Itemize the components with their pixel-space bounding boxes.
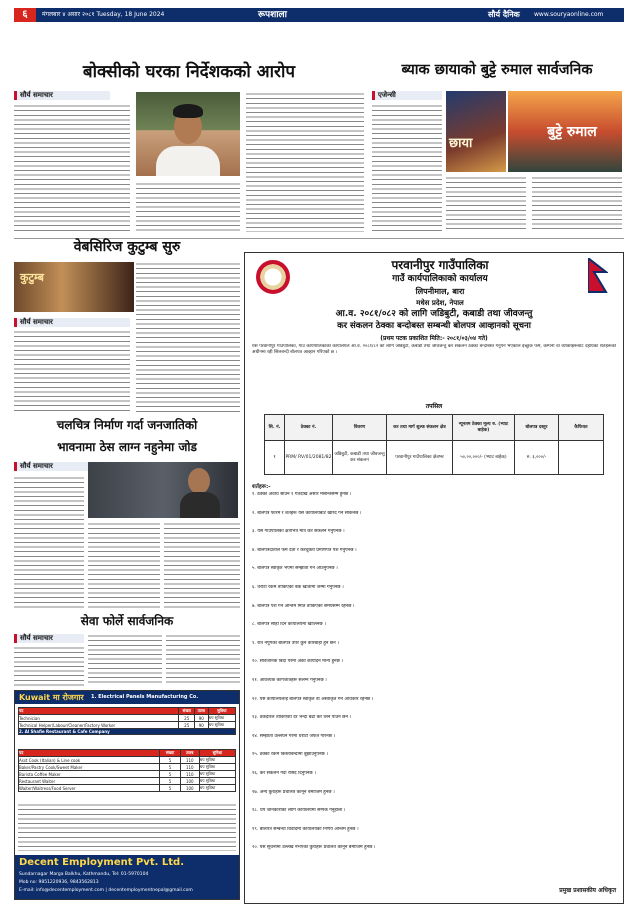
article-4-text-col3 [164, 522, 240, 610]
article-4-text-col1 [14, 476, 84, 610]
ad-company-line: 1. Electrical Panels Manufacturing Co. [91, 694, 199, 700]
condition-item: ३. यस गाउँपालिका क्षेत्रभित्र मात्र कर संकलन गर्नुपर्नेछ । [252, 529, 345, 535]
notice-table [264, 414, 604, 475]
portrait-shirt [156, 146, 220, 176]
table-header-cell: पद [19, 750, 160, 757]
ad-table-1-header [19, 708, 236, 715]
condition-item: १९. बोलपत्र सम्बन्धी विवादमा कार्यालयको निर्णय अन्तिम हुनेछ । [252, 826, 359, 832]
notice-title-1: आ.व. २०८१/०८२ को लागि जडिबुटी, कबाडी तथा जीवजन्तु [335, 309, 533, 319]
condition-item: १०. सार्वजनिक बिदा परेमा अर्को कार्यदिन मान्य हुनेछ । [252, 659, 344, 665]
condition-item: २०. यस सूचनामा उल्लेख नभएका कुराहरू प्रचलित कानून बमोजिम हुनेछ । [252, 845, 376, 851]
poster-2-title: बुट्टे रुमाल [547, 124, 597, 140]
article-1-headline: बोक्सीको घरका निर्देशकको आरोप [82, 62, 296, 82]
notice-intro: यस परवानीपुर गाउँपालिका, गाउँ कार्यपालिकाको कार्यालयले आ.व. २०८१/८२ को लागि जडिबुटी, कबाडी तथा जीवजन्तु कर संकलन ठेक्का बन्दोबस्त गर्नुपर्ने भएकोले इच्छुक फर्म, कम्पनी वा व्यक्तिहरूबाट देहायका शर्तहरूको अधीनमा रही सिलबन्दी बोलपत्र आव्हान गरिएको छ । [252, 344, 616, 355]
ad-title: Kuwait मा रोजगार [19, 693, 84, 702]
ad-footer-email: E-mail: info@decentemployment.com | decentemploymentnepal@gmail.com [19, 888, 193, 893]
notice-office: गाउँ कार्यपालिकाको कार्यालय [392, 274, 488, 284]
article-5-text-col2 [88, 634, 162, 686]
table-row: Asst Cook (Italian) & Line cook 5 110 थप सुविधा [19, 757, 236, 764]
article-1-text-col2 [136, 182, 240, 232]
table-header-cell: तलब [180, 750, 199, 757]
notice-table-label: तपसिल [425, 403, 443, 410]
article-2-headline: ब्याक छायाको बुट्टे रुमाल सार्वजनिक [401, 62, 593, 78]
article-4-byline: सौर्य समाचार [14, 462, 102, 471]
condition-item: ११. आवश्यक कागजातहरू संलग्न गर्नुपर्नेछ । [252, 677, 327, 683]
article-1-photo [136, 92, 240, 176]
table-row: Baker/Pastry Cook/Sweet Maker 5 110 थप सुविधा [19, 764, 236, 771]
portrait-hair [173, 104, 203, 118]
table-row: Waiter/Waitress/Food Server 5 100 थप सुविधा [19, 785, 236, 792]
ad-footer [15, 855, 239, 899]
condition-item: ५. बोलपत्र स्वीकृत भएमा सम्झौता गर्न आउनुपर्नेछ । [252, 566, 338, 572]
header-website: www.souryaonline.com [534, 11, 604, 18]
notice-province: मधेस प्रदेश, नेपाल [416, 299, 464, 307]
table-row: Barista Coffee Maker 5 110 थप सुविधा [19, 771, 236, 778]
condition-item: १६. कर संकलन गर्दा रसिद दिनुपर्नेछ । [252, 770, 316, 776]
table-header-cell: न्यूनतम ठेक्का मूल्य रु. (भ्याट बाहेक) [453, 415, 515, 441]
article-2-text-a [372, 104, 442, 232]
article-2-text-b [446, 176, 526, 232]
article-2-byline: एजेन्सी [372, 91, 442, 100]
condition-item: १. ठेक्का अवधि साउन १ गतेदेखि असार मसान्तसम्म हुनेछ । [252, 492, 352, 497]
notice-org: परवानीपुर गाउँपालिका [391, 258, 489, 272]
page-number-box: ६ [14, 8, 36, 22]
table-header-cell: ठेक्का नं. [285, 415, 333, 441]
article-2-poster-1 [446, 91, 506, 172]
article-5-text-col3 [166, 634, 240, 686]
notice-subtitle: (प्रथम पटक प्रकाशित मिति:- २०८१/०३/०४ गते) [380, 335, 488, 342]
table-header-cell: संख्या [160, 750, 181, 757]
article-5-text-col1 [14, 646, 84, 686]
condition-item: १८. थप जानकारीका लागि कार्यालयमा सम्पर्क गर्नुहोला । [252, 808, 346, 814]
notice-signatory: प्रमुख प्रशासकीय अधिकृत [559, 887, 616, 894]
table-header-cell: कैफियत [559, 415, 604, 441]
table-header-cell: तलब [194, 708, 208, 715]
condition-item: ६. धरौटी रकम तोकिएको बैंक खातामा जम्मा गर्नुपर्नेछ । [252, 584, 344, 590]
article-3-byline: सौर्य समाचार [14, 318, 130, 327]
condition-item: १३. ठेकेदारले तोकिएको दर भन्दा बढी कर लिन पाउने छैन । [252, 715, 352, 721]
table-header-cell: सुविधा [199, 750, 235, 757]
table-header-cell: संख्या [179, 708, 195, 715]
notice-table-header [265, 415, 604, 441]
table-row: 2. Al Shafie Restaurant & Cafe Company [19, 729, 236, 735]
condition-item: ७. बोलपत्र पेश गर्ने अन्तिम मिति तोकिएको समयसम्म रहनेछ । [252, 603, 355, 609]
article-4-photo [88, 462, 238, 518]
header-brand: सौर्य दैनिक [488, 10, 520, 19]
article-4-headline-line1: चलचित्र निर्माण गर्दा जनजातिको [56, 418, 198, 432]
notice-flag-right [588, 258, 608, 294]
notice-place: लिपनीमाल, बारा [415, 287, 465, 296]
article-1-text-col1 [14, 104, 130, 232]
table-row: Restaurant Waiter 5 100 थप सुविधा [19, 778, 236, 785]
article-5-byline: सौर्य समाचार [14, 634, 84, 643]
condition-item: ९. रीत नपुगेका बोलपत्र उपर कुनै कारबाही हुने छैन । [252, 640, 339, 646]
condition-item: २. बोलपत्र फारम र शर्तहरू यस कार्यालयबाट खरिद गर्न सकिनेछ । [252, 510, 362, 516]
ad-fine-print [18, 803, 236, 851]
notice-logo-left [256, 260, 290, 294]
article-2-poster-2 [508, 91, 622, 172]
table-header-cell: पद [19, 708, 179, 715]
table-header-cell: विवरण [333, 415, 387, 441]
article-3-text-col1 [14, 330, 130, 414]
header-date: मंगलबार ४ असार २०८१ Tuesday, 18 June 2024 [42, 11, 165, 18]
table-header-cell: बोलपत्र दस्तुर [515, 415, 559, 441]
article-4-face [188, 468, 210, 494]
article-3-text-col2 [136, 262, 240, 414]
ad-footer-address: Sundarnagar Marga Balkhu, Kathmandu, Tel: 01-5970104 [19, 872, 149, 877]
article-5-headline: सेवा फोर्ले सार्वजनिक [80, 614, 174, 628]
condition-item: १५. ठेक्का रकम किस्ताबन्दीमा बुझाउनुपर्नेछ । [252, 752, 328, 758]
poster-1-title: छाया [449, 136, 473, 151]
header-section: रूपशाला [258, 10, 287, 20]
ad-footer-company: Decent Employment Pvt. Ltd. [19, 857, 184, 868]
article-1-text-col3 [246, 92, 364, 232]
notice-conditions [252, 492, 616, 864]
article-4-headline-line2: भावनामा ठेस लाग्न नहुनेमा जोड [57, 440, 197, 454]
ad-table-2-header [19, 750, 236, 757]
table-header-cell: सि. नं. [265, 415, 285, 441]
notice-title-2: कर संकलन ठेक्का बन्दोबस्त सम्बन्धी बोलपत्र आव्हानको सूचना [337, 321, 531, 331]
condition-item: १७. अन्य कुराहरू प्रचलित कानून बमोजिम हुनेछ । [252, 789, 335, 795]
job-ad [14, 690, 240, 900]
condition-item: १२. यस कार्यालयलाई बोलपत्र स्वीकृत वा अस्वीकृत गर्ने अधिकार रहनेछ । [252, 696, 374, 702]
article-3-poster [14, 262, 134, 312]
table-row: Technician 25 90 थप सुविधा [19, 715, 236, 722]
table-row: Technical Helper/Labour/Cleaner/Factory Worker 25 90 थप सुविधा [19, 722, 236, 729]
article-2-text-c [532, 176, 622, 232]
ad-table-2 [18, 749, 236, 792]
article-3-headline: वेबसिरिज कुटुम्ब सुरु [73, 239, 181, 255]
condition-item: ८. बोलपत्र सोही दिन कार्यालयमा खोलिनेछ । [252, 622, 326, 628]
table-row: १ PRM/ RV/01/2081/82 जडिबुटी, कबाडी तथा जीवजन्तु कर संकलन परवानीपुर गाउँपालिका क्षेत्रभर ५०,००,०००/- (भ्याट बाहेक) रु. ३,०००/- [265, 441, 604, 475]
condition-item: ४. बोलपत्रदाताले फर्म दर्ता र करचुक्ता प्रमाणपत्र पेश गर्नुपर्नेछ । [252, 547, 357, 553]
article-1-byline: सौर्य समाचार [14, 91, 110, 100]
notice-conditions-label: शर्तहरू:- [252, 484, 271, 490]
table-header-cell: कर तथा मार्ग शुल्क संकलन क्षेत्र [387, 415, 453, 441]
table-header-cell: सुविधा [208, 708, 235, 715]
article-3-poster-text: कुटुम्ब [20, 271, 44, 284]
ad-table-1 [18, 707, 236, 735]
article-4-shirt [180, 492, 220, 518]
article-4-text-col2 [88, 522, 160, 610]
condition-item: १४. सम्झौता उल्लंघन गरेमा धरौटी जफत गरिनेछ । [252, 733, 336, 739]
ad-footer-contact: Mob no: 9851220936, 9843562813 [19, 880, 99, 885]
